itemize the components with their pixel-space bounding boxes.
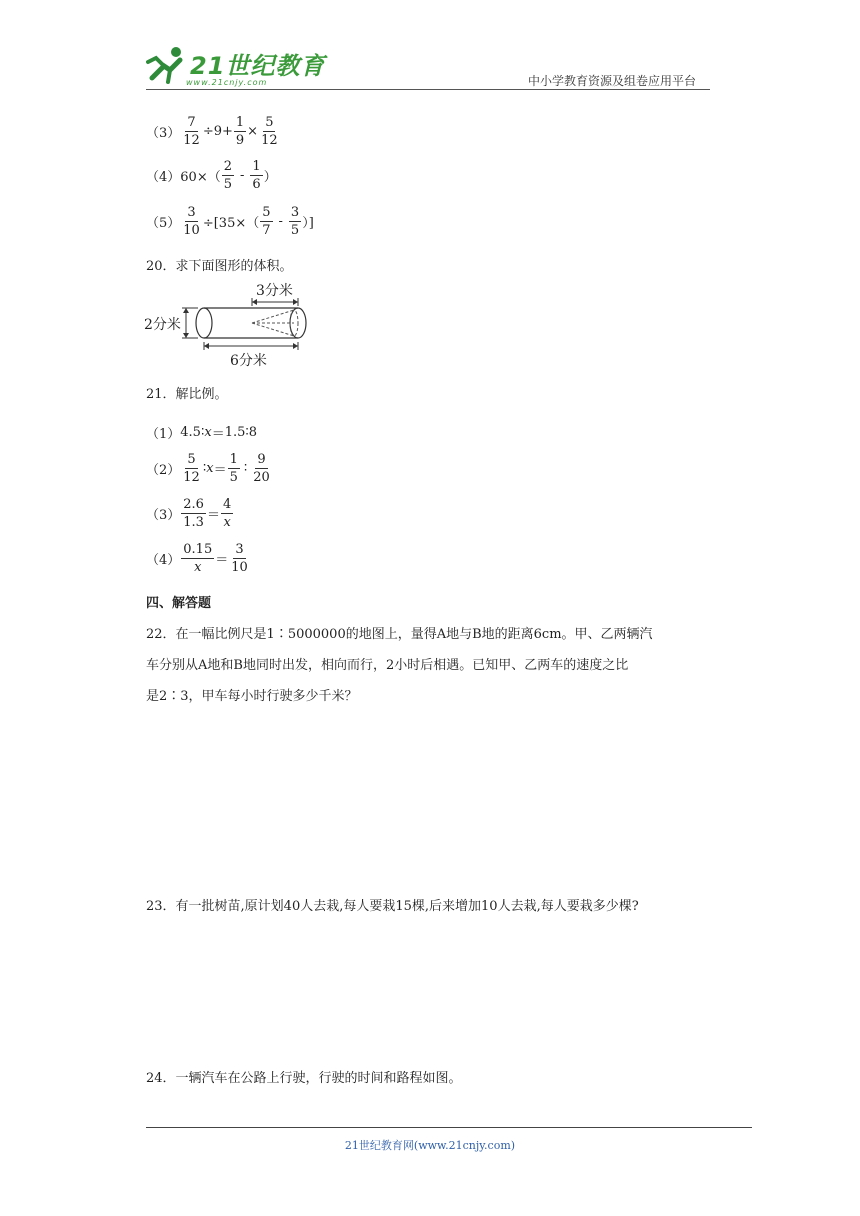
- fig-top-label: 3分米: [256, 283, 293, 299]
- fig-bottom-label: 6分米: [230, 353, 267, 369]
- q19-item-4: （4） 60×（ $\frac{2}{5}$ - $\frac{1}{6}$ ）: [146, 159, 277, 192]
- q23-text: 23．有一批树苗,原计划40人去栽,每人要栽15棵,后来增加10人去栽,每人要栽多少棵?: [146, 899, 639, 914]
- q19-item-3: （3） $\frac{7}{12}$ ÷9+ $\frac{1}{9}$ × $\frac{5}{12}$: [146, 115, 278, 148]
- fraction: $\frac{3}{10}$: [183, 205, 200, 238]
- cylinder-cone-figure: [140, 280, 320, 370]
- fraction: $\frac{5}{12}$: [183, 452, 200, 485]
- fraction: $\frac{0.15}{x}$: [183, 542, 213, 575]
- fraction: $\frac{4}{x}$: [222, 497, 232, 530]
- logo-url: www.21cnjy.com: [186, 78, 268, 87]
- logo-runner-icon: [146, 44, 190, 84]
- fraction: $\frac{1}{9}$: [235, 115, 245, 148]
- q20-title: 20．求下面图形的体积。: [146, 259, 293, 274]
- section-4-heading: 四、解答题: [146, 596, 212, 611]
- q21-item-3: （3） $\frac{2.6}{1.3}$ ＝ $\frac{4}{x}$: [146, 497, 232, 530]
- q19-item-5: （5） $\frac{3}{10}$ ÷[35×（ $\frac{5}{7}$ - $\frac{3}{5}$ ）]: [146, 205, 314, 238]
- header-rule: [146, 89, 710, 90]
- fraction: $\frac{3}{10}$: [231, 542, 248, 575]
- fraction: $\frac{1}{5}$: [229, 452, 238, 485]
- q21-item-1: （1） 4.5 ∶ x ＝ 1.5 ∶ 8: [146, 425, 258, 442]
- footer-rule: [146, 1127, 752, 1128]
- fraction: $\frac{5}{12}$: [261, 115, 278, 148]
- fraction: $\frac{7}{12}$: [183, 115, 200, 148]
- q21-item-4: （4） $\frac{0.15}{x}$ ＝ $\frac{3}{10}$: [146, 542, 248, 575]
- fraction: $\frac{1}{6}$: [252, 159, 261, 192]
- fraction: $\frac{2}{5}$: [223, 159, 232, 192]
- fraction: $\frac{9}{20}$: [253, 452, 270, 485]
- footer-text: 21世纪教育网(www.21cnjy.com): [344, 1139, 516, 1152]
- logo-text: 21世纪教育: [190, 52, 326, 80]
- fraction: $\frac{3}{5}$: [290, 205, 300, 238]
- q21-item-2: （2） $\frac{5}{12}$ ∶ x ＝ $\frac{1}{5}$ ∶ $\frac{9}{20}$: [146, 452, 270, 485]
- header: [0, 0, 860, 92]
- q21-title: 21．解比例。: [146, 387, 228, 402]
- header-right-text: 中小学教育资源及组卷应用平台: [528, 74, 697, 88]
- q24-text: 24．一辆汽车在公路上行驶，行驶的时间和路程如图。: [146, 1071, 462, 1086]
- fraction: $\frac{5}{7}$: [262, 205, 271, 238]
- fraction: $\frac{2.6}{1.3}$: [183, 497, 204, 530]
- q22-text: 22．在一幅比例尺是1∶5000000的地图上，量得A地与B地的距离6cm。甲、乙两辆汽 车分别从A地和B地同时出发，相向而行，2小时后相遇。已知甲、乙两车的速度之比 是2∶3，甲车每小时行驶多少千米？: [146, 627, 653, 704]
- fig-left-label: 2分米: [144, 317, 181, 333]
